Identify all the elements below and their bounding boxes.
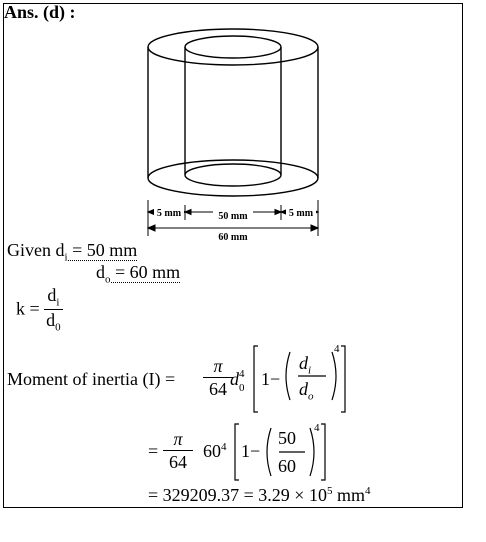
given-prefix: Given d [7, 240, 65, 260]
subst-sixty-power [203, 441, 227, 462]
subst-fraction [163, 428, 193, 473]
outer-top-ellipse [148, 29, 318, 65]
subst-outer-power: 4 [314, 422, 320, 434]
result-value: = 329209.37 = 3.29 × 10 [148, 485, 327, 505]
given-di-line [7, 240, 137, 264]
subst-frac-num: 50 [278, 428, 296, 448]
moment-frac-den-symbol: d [299, 379, 308, 399]
moment-frac-num-symbol: d [299, 353, 308, 373]
dim-right-label: 5 mm [288, 208, 314, 219]
dim-middle-label: 50 mm [218, 211, 248, 222]
subst-sixty: 60 [203, 441, 221, 461]
moment-label: Moment of inertia (I) = [7, 369, 176, 389]
ratio-den-sub: 0 [55, 321, 61, 334]
given-di-sub: i [64, 251, 68, 264]
moment-d-sup: 4 [239, 368, 245, 380]
moment-frac-num [299, 353, 311, 377]
given-di-value: = 50 mm [67, 240, 138, 260]
ratio-num-sub: i [56, 296, 60, 309]
moment-frac-num-sub: i [308, 364, 312, 377]
subst-frac-den: 60 [278, 456, 296, 476]
given-do-symbol: d [96, 262, 105, 282]
moment-fraction [203, 355, 233, 400]
moment-d-symbol: d [230, 369, 239, 389]
result-exponent: 5 [326, 485, 333, 497]
subst-one-minus: 1− [241, 441, 261, 461]
inner-top-ellipse [185, 36, 281, 58]
subst-equals: = [148, 441, 159, 461]
given-do-sub: o [105, 273, 111, 286]
result-unit-exponent: 4 [364, 485, 371, 497]
moment-pi: π [203, 355, 233, 378]
subst-64: 64 [169, 452, 187, 472]
ratio-num: d [47, 285, 57, 305]
result-unit: mm [332, 485, 365, 505]
moment-frac-den-sub: o [308, 390, 314, 403]
moment-one-minus: 1− [261, 369, 281, 389]
ratio-lhs: k = [16, 298, 40, 319]
ratio-den: d [46, 309, 56, 330]
dim-total-label: 60 mm [218, 232, 248, 243]
moment-frac-den [299, 379, 314, 403]
answer-label: Ans. (d) : [4, 2, 76, 22]
moment-d-sub: 0 [239, 382, 245, 394]
given-do-line [96, 262, 180, 286]
moment-outer-power: 4 [334, 343, 340, 355]
ratio-equation [16, 285, 63, 333]
hollow-cylinder-figure [0, 0, 486, 260]
inner-bottom-ellipse [185, 164, 281, 186]
result-line [148, 485, 370, 506]
dim-left-label: 5 mm [156, 208, 182, 219]
ratio-fraction [44, 285, 63, 333]
given-do-value: = 60 mm [110, 262, 181, 282]
moment-64: 64 [209, 379, 227, 399]
moment-d-power [230, 368, 245, 394]
outer-bottom-ellipse [148, 160, 318, 196]
subst-sixty-sup: 4 [221, 441, 227, 453]
subst-pi: π [163, 428, 193, 451]
